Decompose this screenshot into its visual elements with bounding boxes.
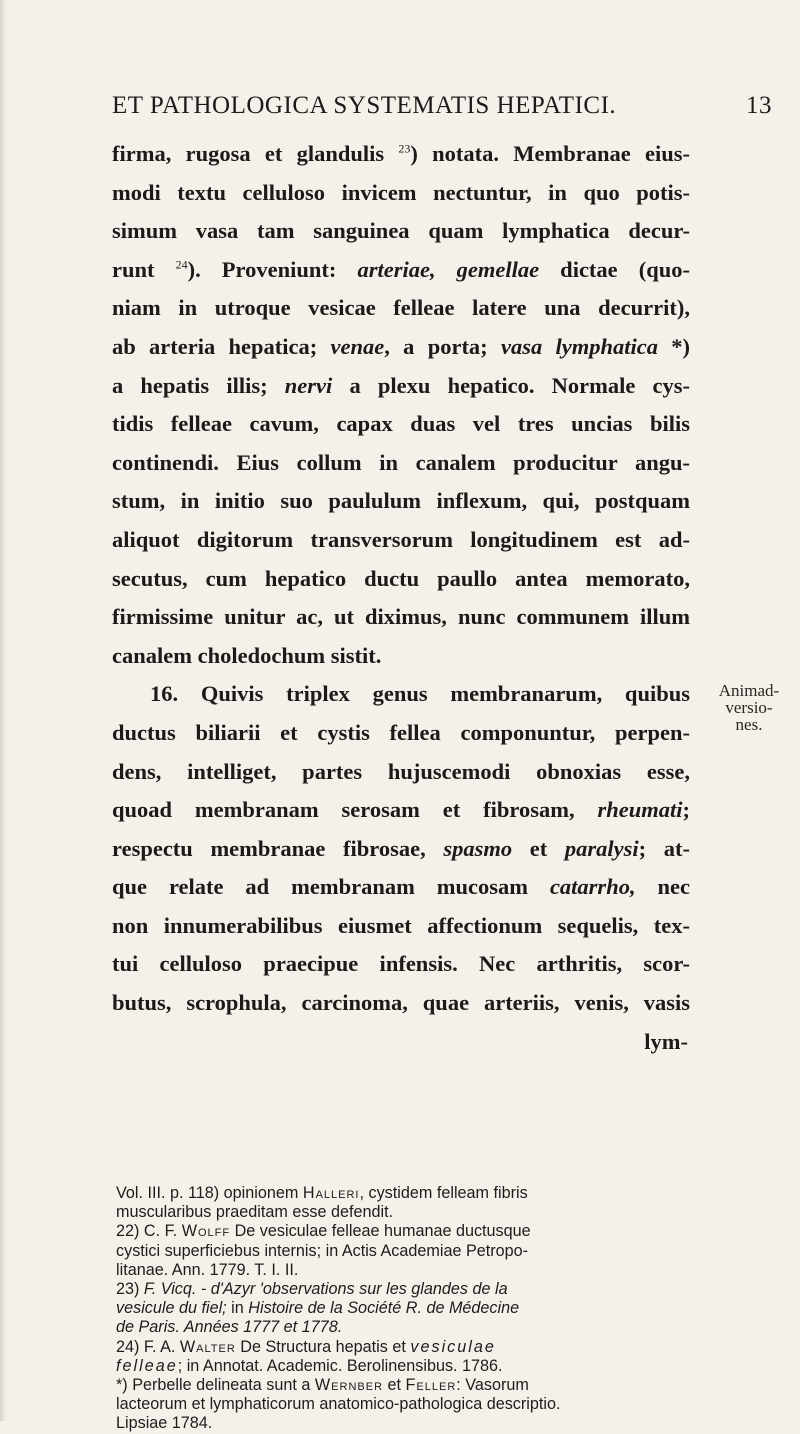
text-line: niam in utroque vesicae felleae latere una decurrit),	[112, 295, 690, 321]
section-16-start: 16. Quivis triplex genus membranarum, quibus	[150, 681, 690, 707]
margin-note: Animad- versio- nes.	[718, 681, 780, 734]
text-line: stum, in initio suo paululum inflexum, qui, postquam	[112, 488, 690, 514]
footnote-22: 22) C. F. Wolff De vesiculae felleae humanae ductusque cystici superficiebus internis; in Actis Academiae Petropo- litanae. Ann. 1779. T. I. II.	[116, 1222, 531, 1279]
text-line: firma, rugosa et glandulis $^{23}$) notata. Membranae eius-	[112, 141, 690, 166]
text-line: firmissime unitur ac, ut diximus, nunc communem illum	[112, 604, 690, 630]
scan-edge-shadow	[0, 0, 6, 1421]
text-line: runt $^{24}$). Proveniunt: arteriae, gemellae dictae (quo-	[112, 256, 690, 282]
text-line: ab arteria hepatica; venae, a porta; vasa lymphatica *)	[112, 333, 690, 359]
text-line: butus, scrophula, carcinoma, quae arteriis, venis, vasis	[112, 990, 690, 1016]
text-line: que relate ad membranam mucosam catarrho, nec	[112, 874, 690, 900]
footnote-ref: 23	[398, 141, 411, 156]
footnote-24: 24) F. A. Walter De Structura hepatis et vesiculae felleae; in Annotat. Academic. Berolinensibus. 1786.	[116, 1337, 503, 1375]
text-line: respectu membranae fibrosae, spasmo et paralysi; at-	[112, 835, 690, 861]
footnote-21-continued: Vol. III. p. 118) opinionem Halleri, cystidem felleam fibris muscularibus praeditam esse defendit.	[116, 1184, 528, 1222]
text-line: tidis felleae cavum, capax duas vel tres uncias bilis	[112, 411, 690, 437]
running-head-title: ET PATHOLOGICA SYSTEMATIS HEPATICI.	[112, 92, 617, 119]
footnote-star: *) Perbelle delineata sunt a Wernber et Feller: Vasorum lacteorum et lymphaticorum anatomico-pathologica descriptio. Lipsiae 1784.	[116, 1376, 561, 1433]
text-line: dens, intelliget, partes hujuscemodi obnoxias esse,	[112, 758, 690, 784]
text-line: canalem choledochum sistit.	[112, 642, 382, 668]
main-text	[112, 135, 690, 1061]
footnote-23: 23) F. Vicq. - d'Azyr 'observations sur les glandes de la vesicule du fiel; in Histoire de la Société R. de Médecine de Paris. Années 1777 et 1778.	[116, 1280, 520, 1337]
text-line: tui celluloso praecipue infensis. Nec arthritis, scor-	[112, 951, 690, 977]
footnotes	[114, 1184, 694, 1434]
text-line: continendi. Eius collum in canalem producitur angu-	[112, 449, 690, 475]
running-head	[112, 92, 772, 120]
text-line: ductus biliarii et cystis fellea componuntur, perpen-	[112, 719, 690, 745]
catchword: lym-	[644, 1028, 688, 1054]
text-line: a hepatis illis; nervi a plexu hepatico. Normale cys-	[112, 372, 690, 398]
text-line: simum vasa tam sanguinea quam lymphatica decur-	[112, 218, 690, 244]
text-line: aliquot digitorum transversorum longitudinem est ad-	[112, 526, 690, 552]
text-line: non innumerabilibus eiusmet affectionum sequelis, tex-	[112, 912, 690, 938]
footnote-ref: 24	[175, 257, 188, 272]
text-line: modi textu celluloso invicem nectuntur, in quo potis-	[112, 179, 690, 205]
text-line: secutus, cum hepatico ductu paullo antea memorato,	[112, 565, 690, 591]
page-number: 13	[746, 92, 772, 119]
text-line: quoad membranam serosam et fibrosam, rheumati;	[112, 797, 690, 823]
